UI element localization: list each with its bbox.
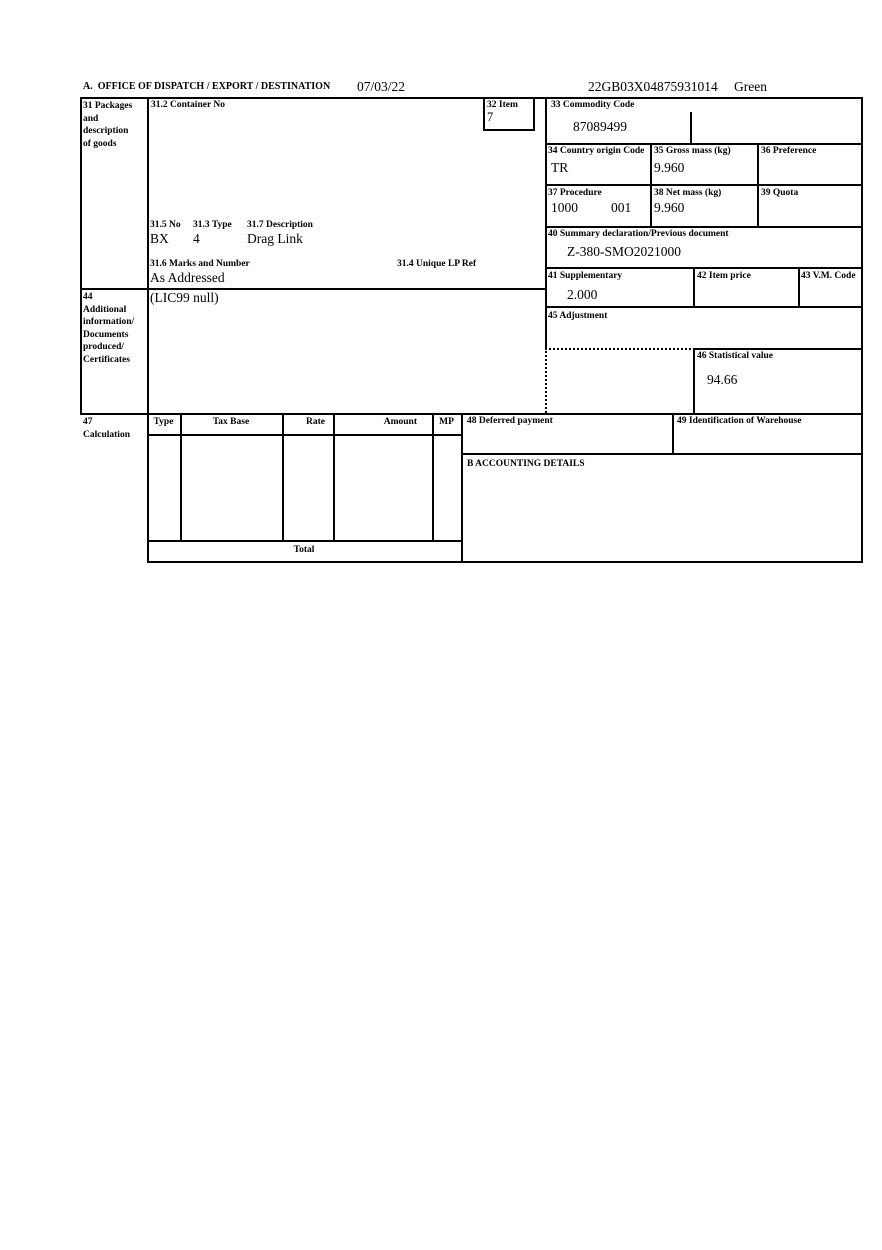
box33-value: 87089499	[573, 119, 627, 134]
form-line	[545, 226, 863, 228]
box31-5-label: 31.5 No	[150, 220, 181, 230]
box49-label: 49 Identification of Warehouse	[677, 416, 802, 426]
calc-total-label: Total	[293, 545, 315, 555]
box37-value-main: 1000	[551, 200, 578, 215]
form-line	[80, 413, 863, 415]
form-line	[861, 97, 863, 563]
box43-label: 43 V.M. Code	[801, 271, 856, 281]
box31-6-label: 31.6 Marks and Number	[150, 259, 250, 269]
box31-label-line: and	[83, 113, 99, 124]
section-a-office-label: A. OFFICE OF DISPATCH / EXPORT / DESTINATION	[83, 81, 331, 92]
form-line	[80, 97, 82, 415]
box31-7-label: 31.7 Description	[247, 220, 313, 230]
declaration-number: 22GB03X04875931014	[588, 79, 718, 94]
box44-label-line: Certificates	[83, 354, 130, 365]
form-line	[180, 413, 182, 542]
box-b-accounting-label: B ACCOUNTING DETAILS	[467, 459, 585, 469]
form-line	[147, 97, 149, 563]
box41-value: 2.000	[567, 287, 598, 302]
calc-header-mp: MP	[439, 417, 454, 427]
calc-header-amount: Amount	[383, 417, 417, 427]
box38-value: 9.960	[654, 200, 685, 215]
form-line	[483, 97, 485, 131]
form-line	[147, 540, 463, 542]
box31-label-line: description	[83, 126, 129, 136]
form-line	[672, 413, 674, 455]
box35-label: 35 Gross mass (kg)	[654, 146, 731, 156]
box37-value-extra: 001	[611, 200, 632, 215]
box31-4-label: 31.4 Unique LP Ref	[397, 259, 477, 269]
commodity-code-divider	[690, 112, 692, 143]
box33-label: 33 Commodity Code	[551, 100, 635, 110]
box31-label-line: of goods	[83, 138, 117, 149]
box40-value: Z-380-SMO2021000	[567, 244, 681, 259]
box31-6-value: As Addressed	[150, 270, 225, 285]
box47-label-line: Calculation	[83, 429, 130, 440]
form-line	[545, 184, 863, 186]
form-line	[461, 453, 863, 455]
box44-label-line: produced/	[83, 342, 125, 352]
form-line	[80, 97, 863, 99]
box37-label: 37 Procedure	[548, 188, 602, 198]
form-line	[432, 413, 434, 542]
box35-value: 9.960	[654, 160, 685, 175]
dotted-line	[545, 348, 695, 350]
box31-7-value: Drag Link	[247, 231, 303, 246]
box31-2-label: 31.2 Container No	[151, 100, 225, 110]
form-line	[545, 143, 863, 145]
calc-header-type: Type	[153, 417, 174, 427]
box46-label: 46 Statistical value	[697, 351, 773, 361]
box47-label	[83, 416, 145, 441]
form-line	[798, 267, 800, 306]
box42-label: 42 Item price	[697, 271, 751, 281]
form-line	[483, 129, 535, 131]
form-line	[545, 267, 863, 269]
box32-value: 7	[487, 110, 494, 124]
box39-label: 39 Quota	[761, 188, 799, 198]
dispatch-date: 07/03/22	[357, 79, 406, 94]
form-line	[147, 561, 863, 563]
form-line	[545, 97, 547, 348]
calc-header-rate: Rate	[306, 417, 325, 427]
form-line	[147, 434, 463, 436]
dotted-line	[545, 348, 547, 413]
box44-value: (LIC99 null)	[150, 290, 219, 305]
box45-label: 45 Adjustment	[548, 311, 608, 321]
form-line	[693, 348, 863, 350]
form-line	[545, 306, 863, 308]
form-line	[533, 97, 535, 131]
form-line	[757, 143, 759, 226]
box44-label-line: Documents	[83, 329, 129, 340]
box36-label: 36 Preference	[761, 146, 817, 156]
box44-label-line: 44	[83, 292, 93, 302]
form-line	[282, 413, 284, 542]
box38-label: 38 Net mass (kg)	[654, 188, 722, 198]
route-indicator: Green	[734, 79, 767, 94]
box41-label: 41 Supplementary	[548, 271, 623, 281]
form-line	[693, 267, 695, 306]
box31-label-line: 31 Packages	[83, 101, 133, 111]
box32-label: 32 Item	[487, 100, 518, 110]
calc-header-tax-base: Tax Base	[212, 417, 250, 427]
box34-label: 34 Country origin Code	[548, 146, 645, 156]
form-line	[333, 413, 335, 542]
box44-label-line: information/	[83, 317, 135, 327]
box34-value: TR	[551, 160, 569, 175]
box46-value: 94.66	[707, 372, 738, 387]
form-line	[693, 348, 695, 413]
box31-5-value: BX	[150, 231, 169, 246]
box44-label-line: Additional	[83, 304, 127, 315]
box31-3-value: 4	[193, 231, 200, 246]
box48-label: 48 Deferred payment	[467, 416, 553, 426]
box47-label-line: 47	[83, 417, 93, 427]
box31-3-label: 31.3 Type	[193, 220, 232, 230]
box31-label	[83, 100, 145, 150]
box44-label	[83, 291, 145, 366]
box40-label: 40 Summary declaration/Previous document	[548, 229, 729, 239]
form-line	[650, 143, 652, 226]
